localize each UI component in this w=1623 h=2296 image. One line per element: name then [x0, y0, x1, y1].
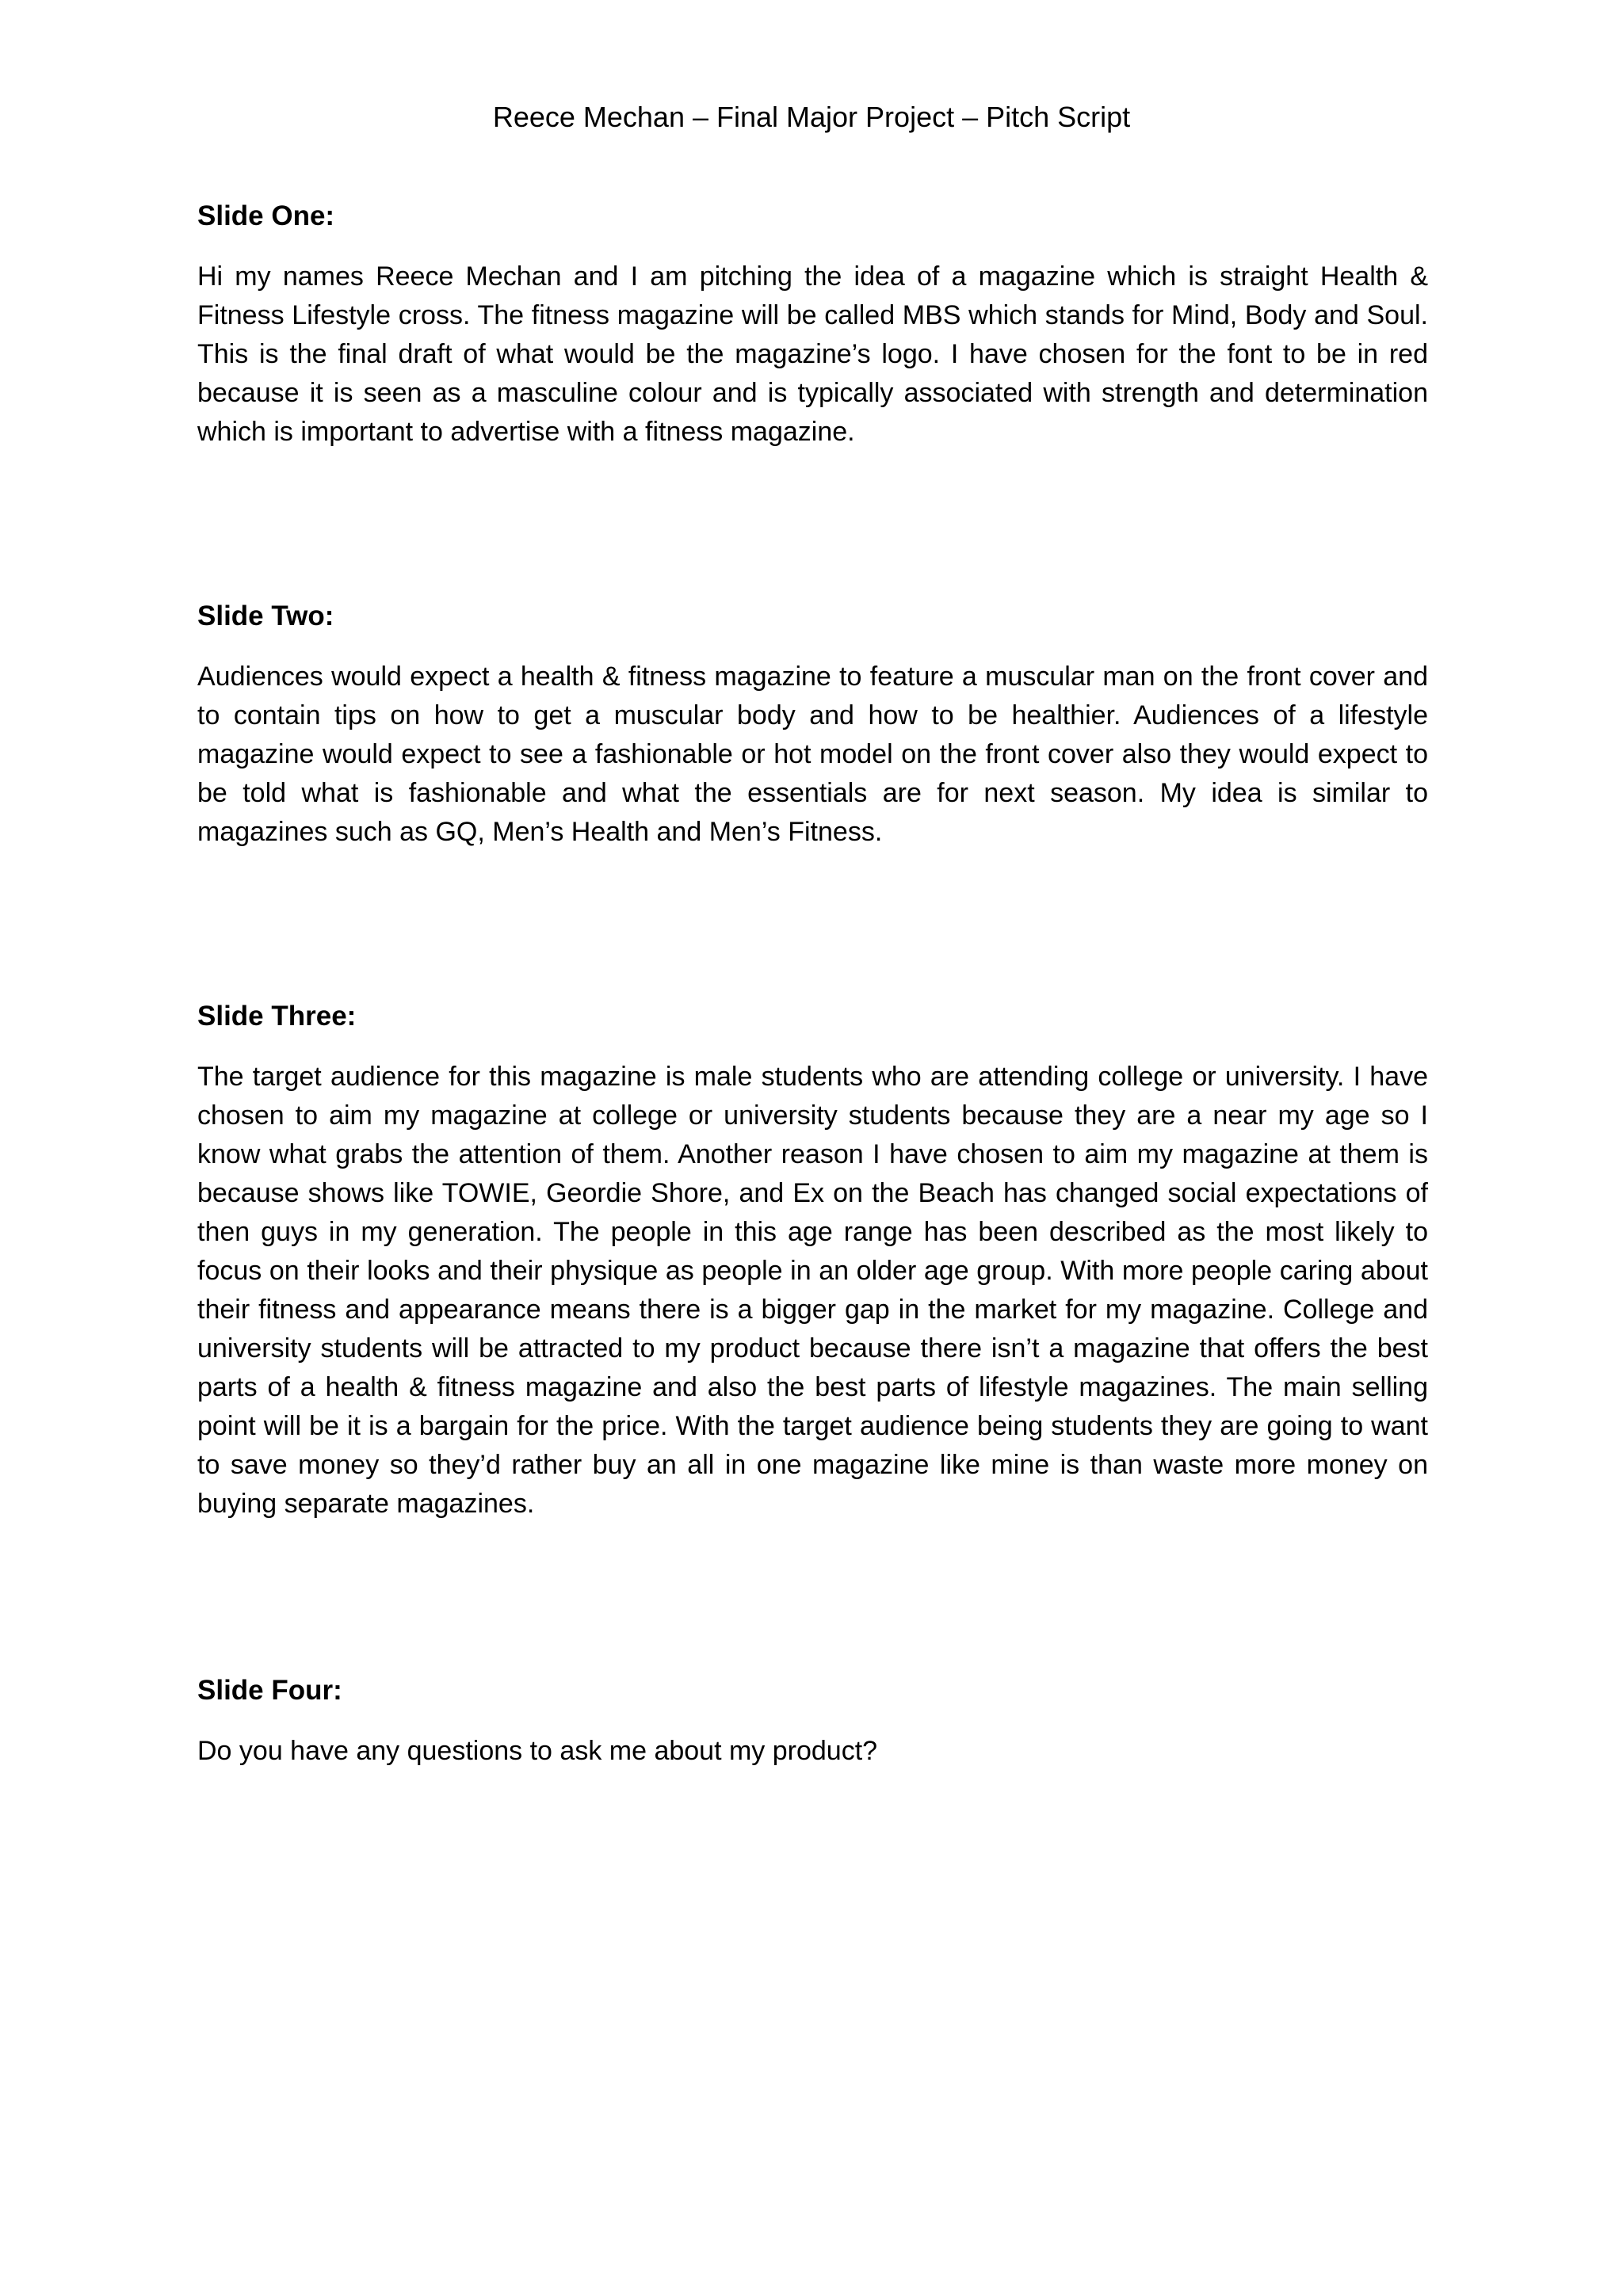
slide-three-section	[197, 997, 1428, 1524]
slide-four-body: Do you have any questions to ask me about my product?	[197, 1736, 878, 1766]
document-header: Reece Mechan – Final Major Project – Pitch Script	[492, 101, 1131, 133]
slide-one-section	[197, 197, 1428, 452]
slide-one-heading: Slide One:	[197, 200, 335, 231]
slide-four-heading: Slide Four:	[197, 1675, 342, 1706]
slide-two-section	[197, 597, 1428, 852]
slide-one-body: Hi my names Reece Mechan and I am pitching the idea of a magazine which is straight Health & Fitness Lifestyle cross. The fitness magazine will be called MBS which stands for Mind, Body and Soul. This is the final draft of what would be the magazine’s logo. I have chosen for the font to be in red because it is seen as a masculine colour and is typically associated with strength and determination which is important to advertise with a fitness magazine.	[197, 261, 1428, 447]
slide-four-section	[197, 1672, 1428, 1771]
slide-three-body: The target audience for this magazine is male students who are attending college or university. I have chosen to aim my magazine at college or university students because they are a near my age so I know what grabs the attention of them. Another reason I have chosen to aim my magazine at them is because shows like TOWIE, Geordie Shore, and Ex on the Beach has changed social expectations of then guys in my generation. The people in this age range has been described as the most likely to focus on their looks and their physique as people in an older age group. With more people caring about their fitness and appearance means there is a bigger gap in the market for my magazine. College and university students will be attracted to my product because there isn’t a magazine that offers the best parts of a health & fitness magazine and also the best parts of lifestyle magazines. The main selling point will be it is a bargain for the price. With the target audience being students they are going to want to save money so they’d rather buy an all in one magazine like mine is than waste more money on buying separate magazines.	[197, 1062, 1428, 1519]
slide-two-body: Audiences would expect a health & fitness magazine to feature a muscular man on the front cover and to contain tips on how to get a muscular body and how to be healthier. Audiences of a lifestyle magazine would expect to see a fashionable or hot model on the front cover also they would expect to be told what is fashionable and what the essentials are for next season. My idea is similar to magazines such as GQ, Men’s Health and Men’s Fitness.	[197, 662, 1428, 847]
slide-two-heading: Slide Two:	[197, 601, 334, 631]
slide-three-heading: Slide Three:	[197, 1001, 357, 1032]
